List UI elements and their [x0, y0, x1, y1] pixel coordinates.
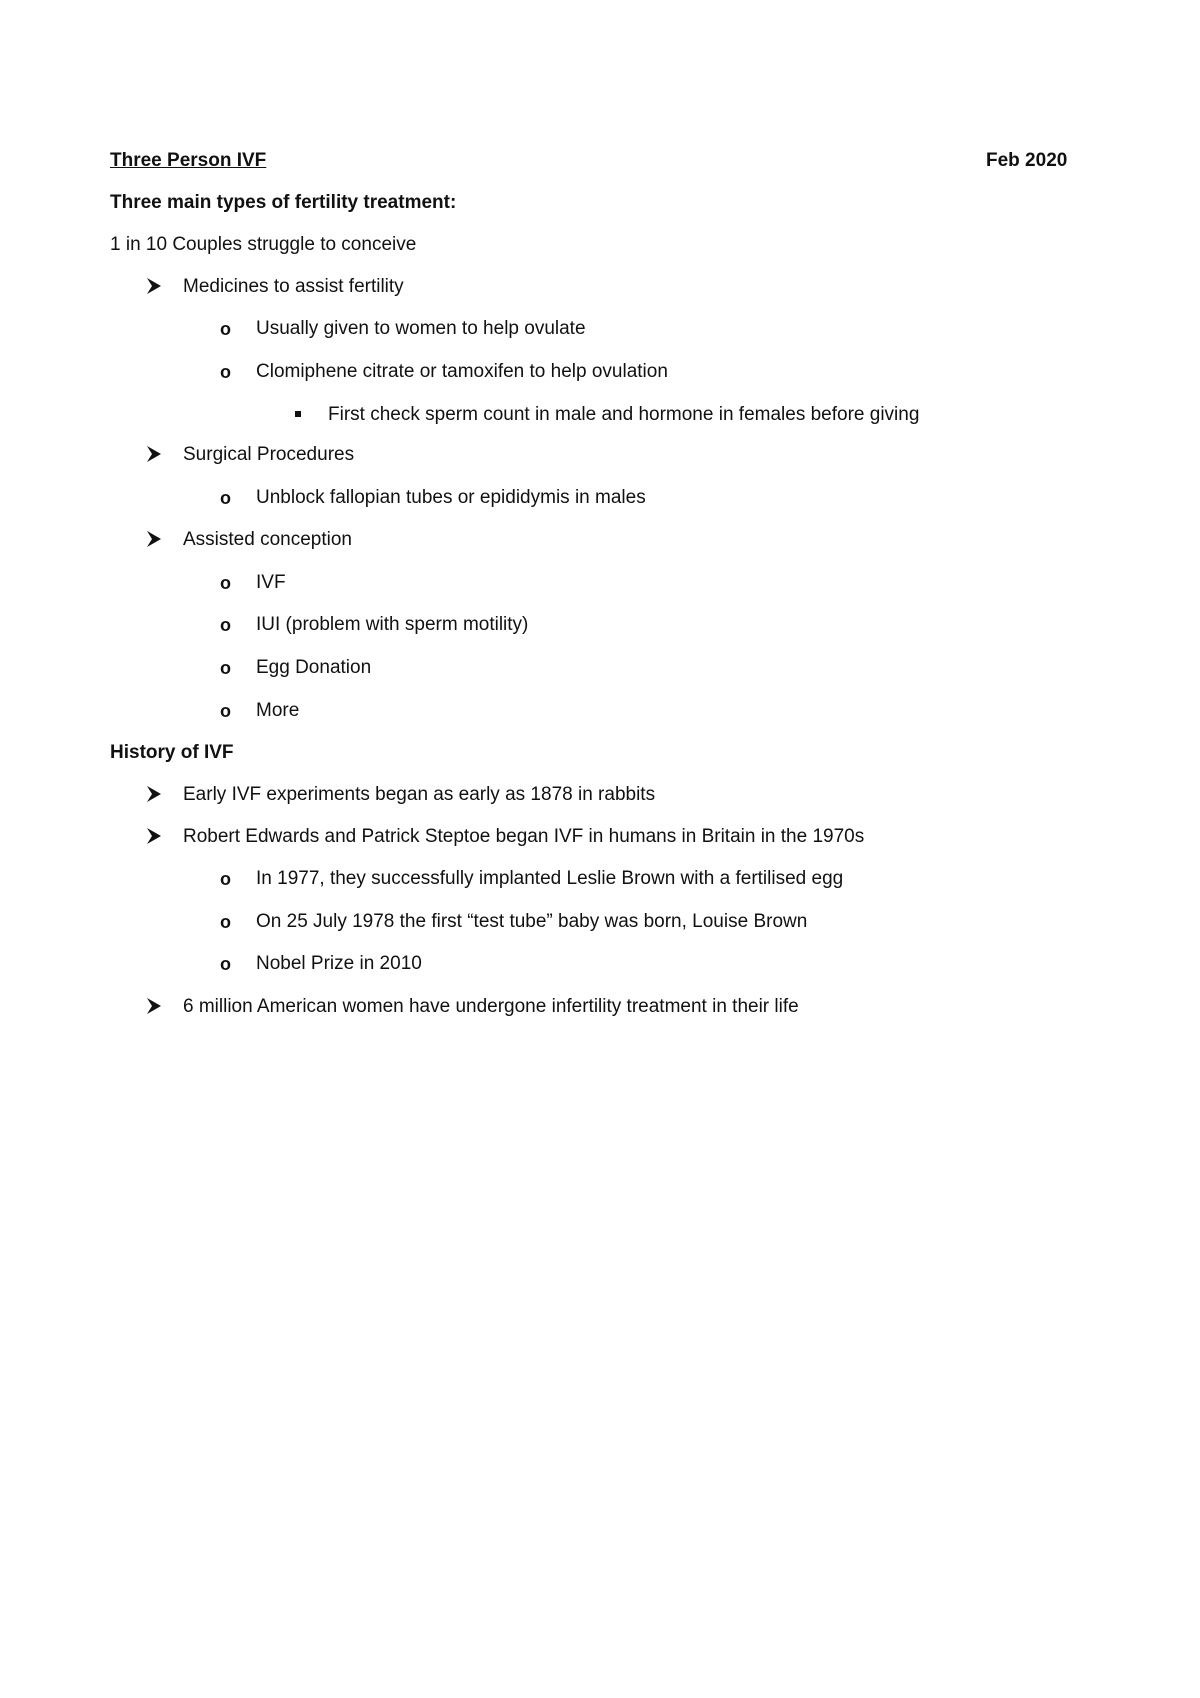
o-bullet-icon: o — [220, 319, 231, 339]
o-bullet-icon: o — [220, 658, 231, 678]
o-bullet-icon: o — [220, 362, 231, 382]
section-heading-fertility-treatment: Three main types of fertility treatment: — [110, 192, 457, 213]
list-item: In 1977, they successfully implanted Leslie Brown with a fertilised egg — [256, 868, 844, 889]
square-bullet-icon — [295, 411, 301, 417]
list-item-medicines: Medicines to assist fertility — [183, 276, 404, 297]
list-item: Robert Edwards and Patrick Steptoe began IVF in humans in Britain in the 1970s — [183, 826, 865, 847]
document-date: Feb 2020 — [986, 150, 1068, 171]
list-item: Nobel Prize in 2010 — [256, 953, 422, 974]
arrowhead-bullet-icon — [146, 277, 162, 295]
list-item-assisted: Assisted conception — [183, 529, 352, 550]
list-item: More — [256, 700, 300, 721]
list-item: First check sperm count in male and hormone in females before giving — [328, 404, 920, 425]
arrowhead-bullet-icon — [146, 530, 162, 548]
section-heading-history: History of IVF — [110, 742, 234, 763]
o-bullet-icon: o — [220, 954, 231, 974]
list-item: On 25 July 1978 the first “test tube” baby was born, Louise Brown — [256, 911, 808, 932]
o-bullet-icon: o — [220, 488, 231, 508]
arrowhead-bullet-icon — [146, 785, 162, 803]
document-title: Three Person IVF — [110, 150, 267, 171]
arrowhead-bullet-icon — [146, 997, 162, 1015]
list-item: Egg Donation — [256, 657, 372, 678]
list-item: IVF — [256, 572, 286, 593]
intro-line: 1 in 10 Couples struggle to conceive — [110, 234, 417, 255]
o-bullet-icon: o — [220, 701, 231, 721]
o-bullet-icon: o — [220, 869, 231, 889]
list-item: Clomiphene citrate or tamoxifen to help ovulation — [256, 361, 668, 382]
o-bullet-icon: o — [220, 615, 231, 635]
list-item: Unblock fallopian tubes or epididymis in males — [256, 487, 646, 508]
arrowhead-bullet-icon — [146, 445, 162, 463]
list-item-surgical: Surgical Procedures — [183, 444, 355, 465]
list-item: Early IVF experiments began as early as 1878 in rabbits — [183, 784, 656, 805]
o-bullet-icon: o — [220, 573, 231, 593]
list-item: IUI (problem with sperm motility) — [256, 614, 529, 635]
o-bullet-icon: o — [220, 912, 231, 932]
list-item: Usually given to women to help ovulate — [256, 318, 586, 339]
list-item: 6 million American women have undergone infertility treatment in their life — [183, 996, 799, 1017]
arrowhead-bullet-icon — [146, 827, 162, 845]
